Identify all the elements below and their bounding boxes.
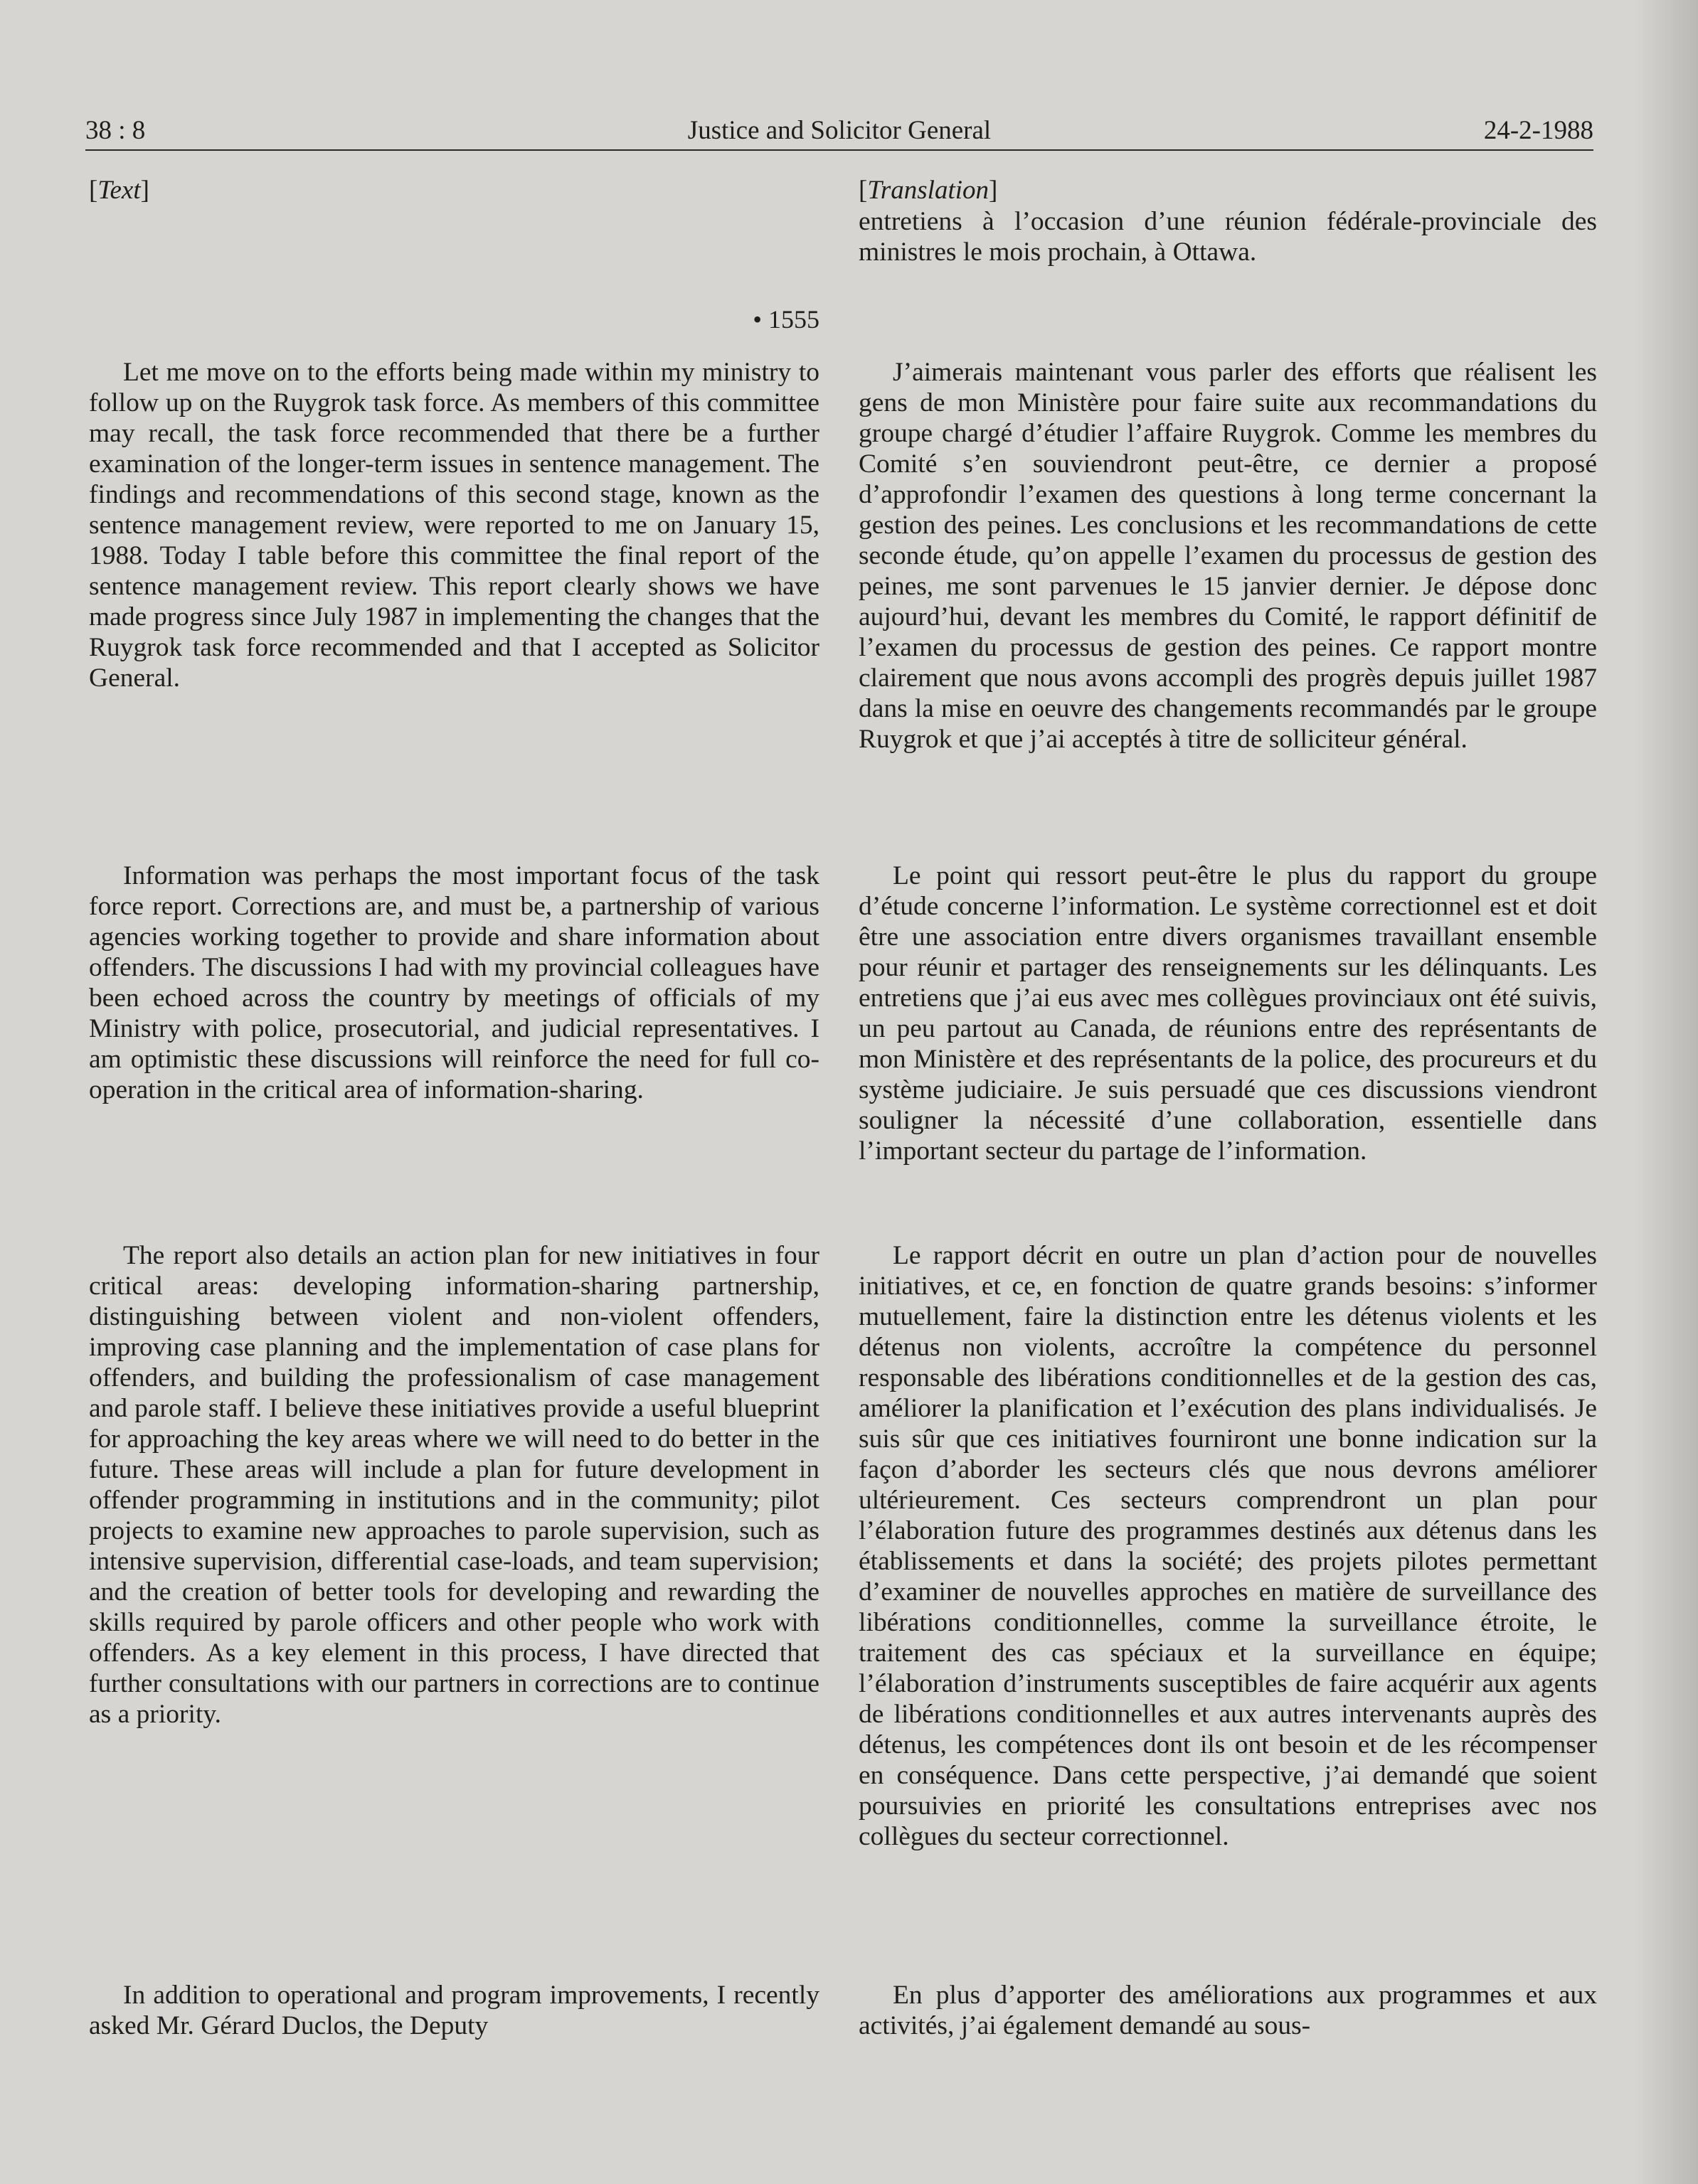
page-number: 38 : 8 xyxy=(85,116,146,145)
page-edge-shadow xyxy=(1634,0,1698,2184)
left-column-english xyxy=(89,175,819,2040)
left-paragraph-1: Let me move on to the efforts being made within my ministry to follow up on the Ruygrok task force. As members of this committee may recall, the task force recommended that there be a further examination of the longer-term issues in sentence management. The findings and recommendations of this second stage, known as the sentence management review, were reported to me on January 15, 1988. Today I table before this committee the final report of the sentence management review. This report clearly shows we have made progress since July 1987 in implementing the changes that the Ruygrok task force recommended and that I accepted as Solicitor General. xyxy=(89,358,819,693)
right-paragraph-5: En plus d’apporter des améliorations aux programmes et aux activités, j’ai également demandé au sous- xyxy=(859,1981,1597,2040)
header-title: Justice and Solicitor General xyxy=(687,116,992,145)
running-header xyxy=(85,114,1593,151)
right-paragraph-1: entretiens à l’occasion d’une réunion fédérale-provinciale des ministres le mois prochain, à Ottawa. xyxy=(859,207,1597,267)
right-paragraph-2: J’aimerais maintenant vous parler des efforts que réalisent les gens de mon Ministère pour faire suite aux recommandations du groupe chargé d’étudier l’affaire Ruygrok. Comme les membres du Comité s’en souviendront peut-être, ce dernier a proposé d’approfondir l’examen des questions à long terme concernant la gestion des peines. Les conclusions et les recommandations de cette seconde étude, qu’on appelle l’examen du processus de gestion des peines, me sont parvenues le 15 janvier dernier. Je dépose donc aujourd’hui, devant les membres du Comité, le rapport définitif de l’examen du processus de gestion des peines. Ce rapport montre clairement que nous avons accompli des progrès depuis juillet 1987 dans la mise en oeuvre des changements recommandés par le groupe Ruygrok et que j’ai acceptés à titre de solliciteur général. xyxy=(859,358,1597,754)
right-paragraph-4: Le rapport décrit en outre un plan d’action pour de nouvelles initiatives, et ce, en fonction de quatre grands besoins: s’informer mutuellement, faire la distinction entre les détenus violents et les détenus non violents, accroître la compétence du personnel responsable des libérations conditionnelles et de la gestion des cas, améliorer la planification et l’exécution des plans individualisés. Je suis sûr que ces initiatives fourniront une bonne indication sur la façon d’aborder les secteurs clés que nous devrons améliorer ultérieurement. Ces secteurs comprendront un plan pour l’élaboration future des programmes destinés aux détenus dans les établissements et dans la société; des projets pilotes permettant d’examiner de nouvelles approches en matière de surveillance des libérations conditionnelles, comme la surveillance étroite, le traitement des cas spéciaux et la surveillance en équipe; l’élaboration d’instruments susceptibles de faire acquérir aux agents de libérations conditionnelles et aux autres intervenants auprès des détenus, les compétences dont ils ont besoin et de les récompenser en conséquence. Dans cette perspective, j’ai demandé que soient poursuivies en priorité les consultations entreprises avec nos collègues du secteur correctionnel. xyxy=(859,1241,1597,1851)
time-stamp: • 1555 xyxy=(753,305,819,334)
left-paragraph-2: Information was perhaps the most important focus of the task force report. Corrections are, and must be, a partnership of various agencies working together to provide and share information about offenders. The discussions I had with my provincial colleagues have been echoed across the country by meetings of officials of my Ministry with police, prosecutorial, and judicial representatives. I am optimistic these discussions will reinforce the need for full co-operation in the critical area of information-sharing. xyxy=(89,861,819,1104)
left-paragraph-3: The report also details an action plan for new initiatives in four critical areas: developing information-sharing partnership, distinguishing between violent and non-violent offenders, improving case planning and the implementation of case plans for offenders, and building the professionalism of case management and parole staff. I believe these initiatives provide a useful blueprint for approaching the key areas where we will need to do better in the future. These areas will include a plan for future development in offender programming in institutions and in the community; pilot projects to examine new approaches to parole supervision, such as intensive supervision, differential case-loads, and team supervision; and the creation of better tools for developing and rewarding the skills required by parole officers and other people who work with offenders. As a key element in this process, I have directed that further consultations with our partners in corrections are to continue as a priority. xyxy=(89,1241,819,1729)
left-column-label: [Text] xyxy=(89,176,149,205)
right-paragraph-3: Le point qui ressort peut-être le plus du rapport du groupe d’étude concerne l’information. Le système correctionnel est et doit être une association entre divers organismes travaillant ensemble pour réunir et partager des renseignements sur les délinquants. Les entretiens que j’ai eus avec mes collègues provinciaux ont été suivis, un peu partout au Canada, de réunions entre des représentants de mon Ministère et des représentants de la police, des procureurs et du système judiciaire. Je suis persuadé que ces discussions viendront souligner la nécessité d’une collaboration, essentielle dans l’important secteur du partage de l’information. xyxy=(859,861,1597,1166)
header-date: 24-2-1988 xyxy=(1483,116,1593,145)
right-column-french xyxy=(859,175,1597,2040)
left-paragraph-4: In addition to operational and program improvements, I recently asked Mr. Gérard Duclos, the Deputy xyxy=(89,1981,819,2040)
right-column-label: [Translation] xyxy=(859,176,998,205)
